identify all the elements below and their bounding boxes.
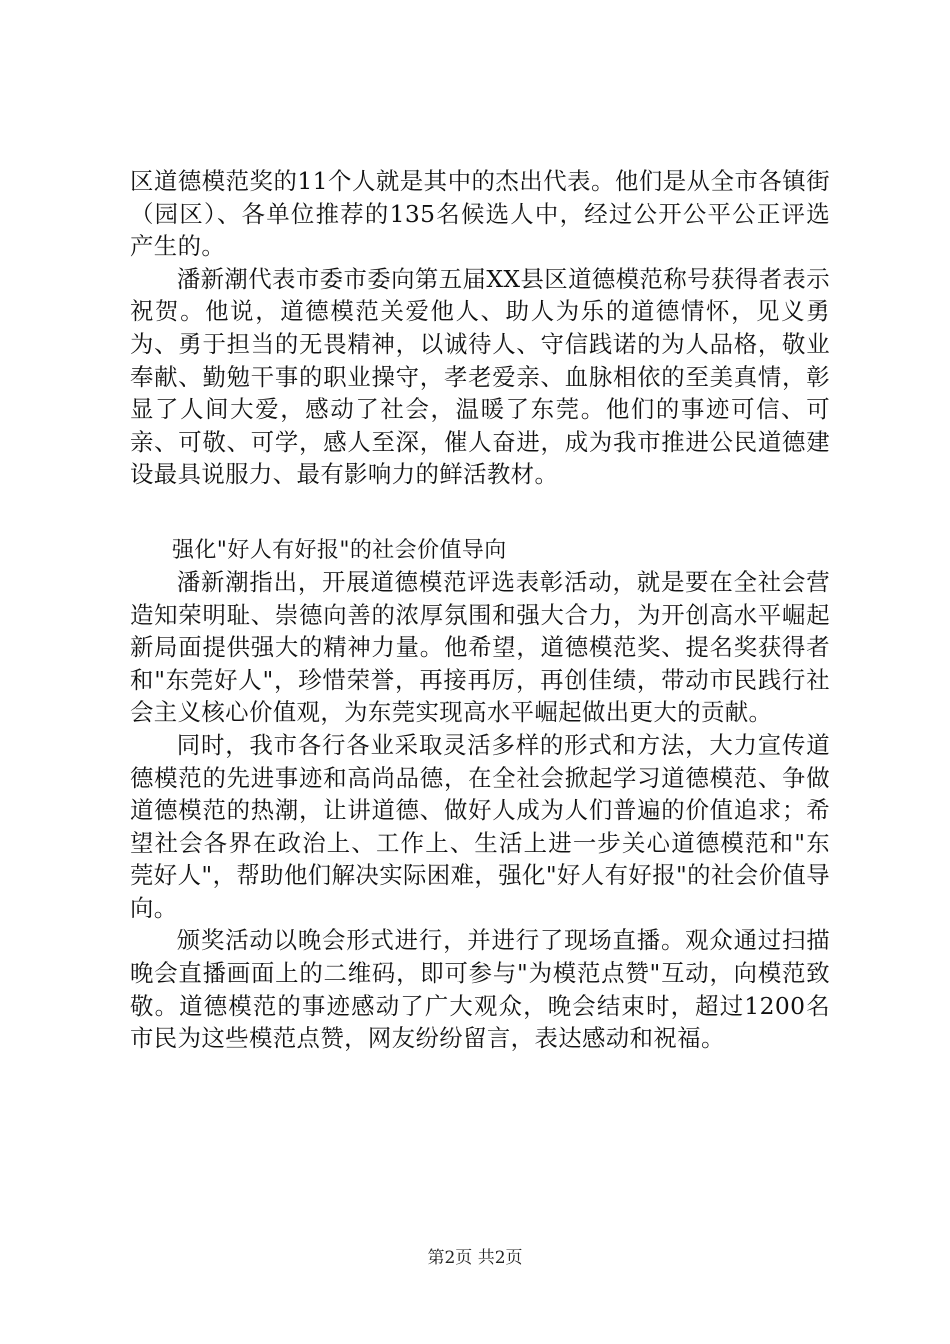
document-body	[130, 165, 830, 1055]
paragraph: 潘新潮代表市委市委向第五届XX县区道德模范称号获得者表示祝贺。他说，道德模范关爱他人、助人为乐的道德情怀，见义勇为、勇于担当的无畏精神，以诚待人、守信践诺的为人品格，敬业奉献、勤勉干事的职业操守，孝老爱亲、血脉相依的至美真情，彰显了人间大爱，感动了社会，温暖了东莞。他们的事迹可信、可亲、可敬、可学，感人至深，催人奋进，成为我市推进公民道德建设最具说服力、最有影响力的鲜活教材。	[130, 264, 830, 489]
paragraph: 潘新潮指出，开展道德模范评选表彰活动，就是要在全社会营造知荣明耻、崇德向善的浓厚氛围和强大合力，为开创高水平崛起新局面提供强大的精神力量。他希望，道德模范奖、提名奖获得者和"东莞好人"，珍惜荣誉，再接再厉，再创佳绩，带动市民践行社会主义核心价值观，为东莞实现高水平崛起做出更大的贡献。	[130, 567, 830, 727]
page-footer: 第2页 共2页	[427, 1248, 523, 1268]
paragraph: 颁奖活动以晚会形式进行，并进行了现场直播。观众通过扫描晚会直播画面上的二维码，即可参与"为模范点赞"互动，向模范致敬。道德模范的事迹感动了广大观众，晚会结束时，超过1200名市民为这些模范点赞，网友纷纷留言，表达感动和祝福。	[130, 926, 830, 1053]
section-heading: 强化"好人有好报"的社会价值导向	[172, 537, 507, 563]
paragraph: 同时，我市各行各业采取灵活多样的形式和方法，大力宣传道德模范的先进事迹和高尚品德，在全社会掀起学习道德模范、争做道德模范的热潮，让讲道德、做好人成为人们普遍的价值追求；希望社会各界在政治上、工作上、生活上进一步关心道德模范和"东莞好人"，帮助他们解决实际困难，强化"好人有好报"的社会价值导向。	[130, 730, 830, 922]
paragraph-continued: 区道德模范奖的11个人就是其中的杰出代表。他们是从全市各镇街（园区）、各单位推荐的135名候选人中，经过公开公平公正评选产生的。	[130, 167, 830, 261]
